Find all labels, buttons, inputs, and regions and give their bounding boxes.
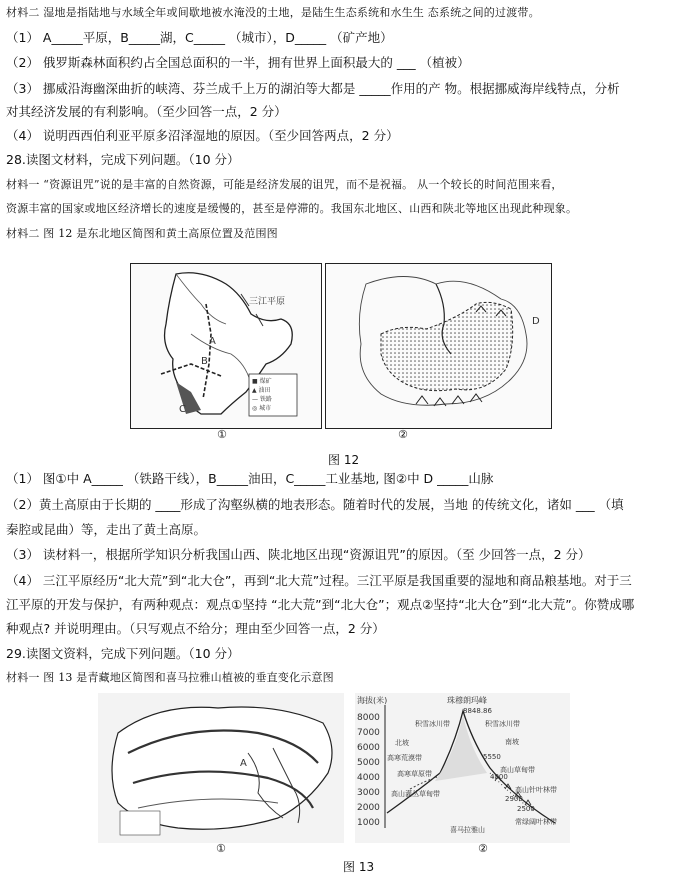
q4-siberia: （4） 说明西西伯利亚平原多沼泽湿地的原因。（至少回答两点，2 分） <box>6 128 399 143</box>
fig13-label-A: A <box>240 758 247 769</box>
height-5550: 5550 <box>483 753 501 761</box>
q1-fill-blanks: （1） A_____平原，B_____湖，C_____ （城市），D_____ （矿产地） <box>6 30 393 45</box>
q28-4-continued-2: 种观点? 并说明理由。（只写观点不给分；理由至少回答一点，2 分） <box>6 621 385 636</box>
label-sanjiang-plain: 三江平原 <box>249 297 286 307</box>
svg-text:■ 煤矿: ■ 煤矿 <box>252 378 272 385</box>
question-29-heading: 29.读图文资料，完成下列问题。（10 分） <box>6 646 240 661</box>
fig12-map-northeast <box>130 263 322 429</box>
fig13-map1-caption: ① <box>216 842 226 855</box>
svg-text:◎ 城市: ◎ 城市 <box>252 405 272 412</box>
label-D: D <box>532 316 540 327</box>
label-broadleaf: 常绿阔叶林带 <box>515 818 557 826</box>
label-conifer: 高山针叶林带 <box>515 786 557 794</box>
q28-1: （1） 图①中 A_____ （铁路干线），B_____油田，C_____工业基地, 图②中 D _____山脉 <box>6 471 494 486</box>
svg-text:— 铁路: — 铁路 <box>252 396 272 403</box>
label-steppe: 高寒草原带 <box>397 770 432 778</box>
tick-7000: 7000 <box>357 728 380 738</box>
tick-3000: 3000 <box>357 788 380 798</box>
q2-forest: （2） 俄罗斯森林面积约占全国总面积的一半，拥有世界上面积最大的 ___ （植被） <box>6 55 470 70</box>
material-1-continued: 资源丰富的国家或地区经济增长的速度是缓慢的，甚至是停滞的。我国东北地区、山西和陕北等地区出现此种现象。 <box>6 202 578 215</box>
label-north-ice: 积雪冰川带 <box>415 720 450 728</box>
tick-6000: 6000 <box>357 743 380 753</box>
tick-4000: 4000 <box>357 773 380 783</box>
fig12-map1-caption: ① <box>217 428 227 441</box>
q28-2-continued: 秦腔或昆曲）等，走出了黄土高原。 <box>6 522 207 537</box>
tick-1000: 1000 <box>357 818 380 828</box>
material-1-fig13-intro: 材料一 图 13 是青藏地区简图和喜马拉雅山植被的垂直变化示意图 <box>6 671 334 684</box>
label-C: C <box>179 404 186 415</box>
label-meadow: 高山草甸带 <box>500 766 535 774</box>
fig13-title: 图 13 <box>343 860 375 874</box>
fig12-title: 图 12 <box>328 453 360 467</box>
height-2500: 2500 <box>517 805 535 813</box>
label-himalaya: 喜马拉雅山 <box>450 826 485 834</box>
q28-4-continued: 江平原的开发与保护，有两种观点：观点①坚持 “北大荒”到“北大仓”；观点②坚持“北大仓”到“北大荒”。你赞成哪 <box>6 597 635 612</box>
label-north-slope: 北坡 <box>395 739 409 747</box>
fig13-map2-caption: ② <box>478 842 488 855</box>
peak-label: 珠穆朗玛峰 <box>447 696 487 705</box>
q28-3: （3） 读材料一，根据所学知识分析我国山西、陕北地区出现“资源诅咒”的原因。（至 少回答一点，2 分） <box>6 547 591 562</box>
material-2-wetland: 材料二 湿地是指陆地与水域全年或间歇地被水淹没的土地，是陆生生态系统和水生生 态系统之间的过渡带。 <box>6 6 540 19</box>
label-south-slope: 南坡 <box>505 738 519 746</box>
tick-8000: 8000 <box>357 713 380 723</box>
fig12-map-loess-plateau <box>325 263 552 429</box>
label-shrub-meadow: 高山灌丛草甸带 <box>391 790 440 798</box>
svg-text:▲ 油田: ▲ 油田 <box>252 387 271 394</box>
height-2900: 2900 <box>505 795 523 803</box>
fig12-map2-caption: ② <box>398 428 408 441</box>
q3-fjord: （3） 挪威沿海幽深曲折的峡湾、芬兰成千上万的湖泊等大都是 _____作用的产 物。根据挪威海岸线特点，分析 <box>6 81 620 96</box>
tick-2000: 2000 <box>357 803 380 813</box>
label-A: A <box>209 336 216 347</box>
q28-4: （4） 三江平原经历“北大荒”到“北大仓”，再到“北大荒”过程。三江平原是我国重要的湿地和商品粮基地。对于三 <box>6 573 632 588</box>
question-28-heading: 28.读图文材料，完成下列问题。（10 分） <box>6 152 240 167</box>
q3-continued: 对其经济发展的有利影响。（至少回答一点，2 分） <box>6 104 287 119</box>
material-1-resource-curse: 材料一 “资源诅咒”说的是丰富的自然资源，可能是经济发展的诅咒，而不是祝福。 从一个较长的时间范围来看， <box>6 178 563 191</box>
y-axis-label: 海拔(米) <box>357 696 388 705</box>
label-desert: 高寒荒漠带 <box>387 754 422 762</box>
tick-5000: 5000 <box>357 758 380 768</box>
q28-2: （2）黄土高原由于长期的 ____形成了沟壑纵横的地表形态。随着时代的发展，当地 的传统文化，诸如 ___ （填 <box>6 497 624 512</box>
label-south-ice: 积雪冰川带 <box>485 720 520 728</box>
height-4800: 4800 <box>490 773 508 781</box>
fig13-vegetation-diagram <box>355 693 570 843</box>
fig13-map-qinghai-tibet <box>98 693 344 843</box>
label-B: B <box>201 356 208 367</box>
peak-height: 8848.86 <box>463 707 492 715</box>
material-2-fig12-intro: 材料二 图 12 是东北地区简图和黄土高原位置及范围图 <box>6 227 278 240</box>
